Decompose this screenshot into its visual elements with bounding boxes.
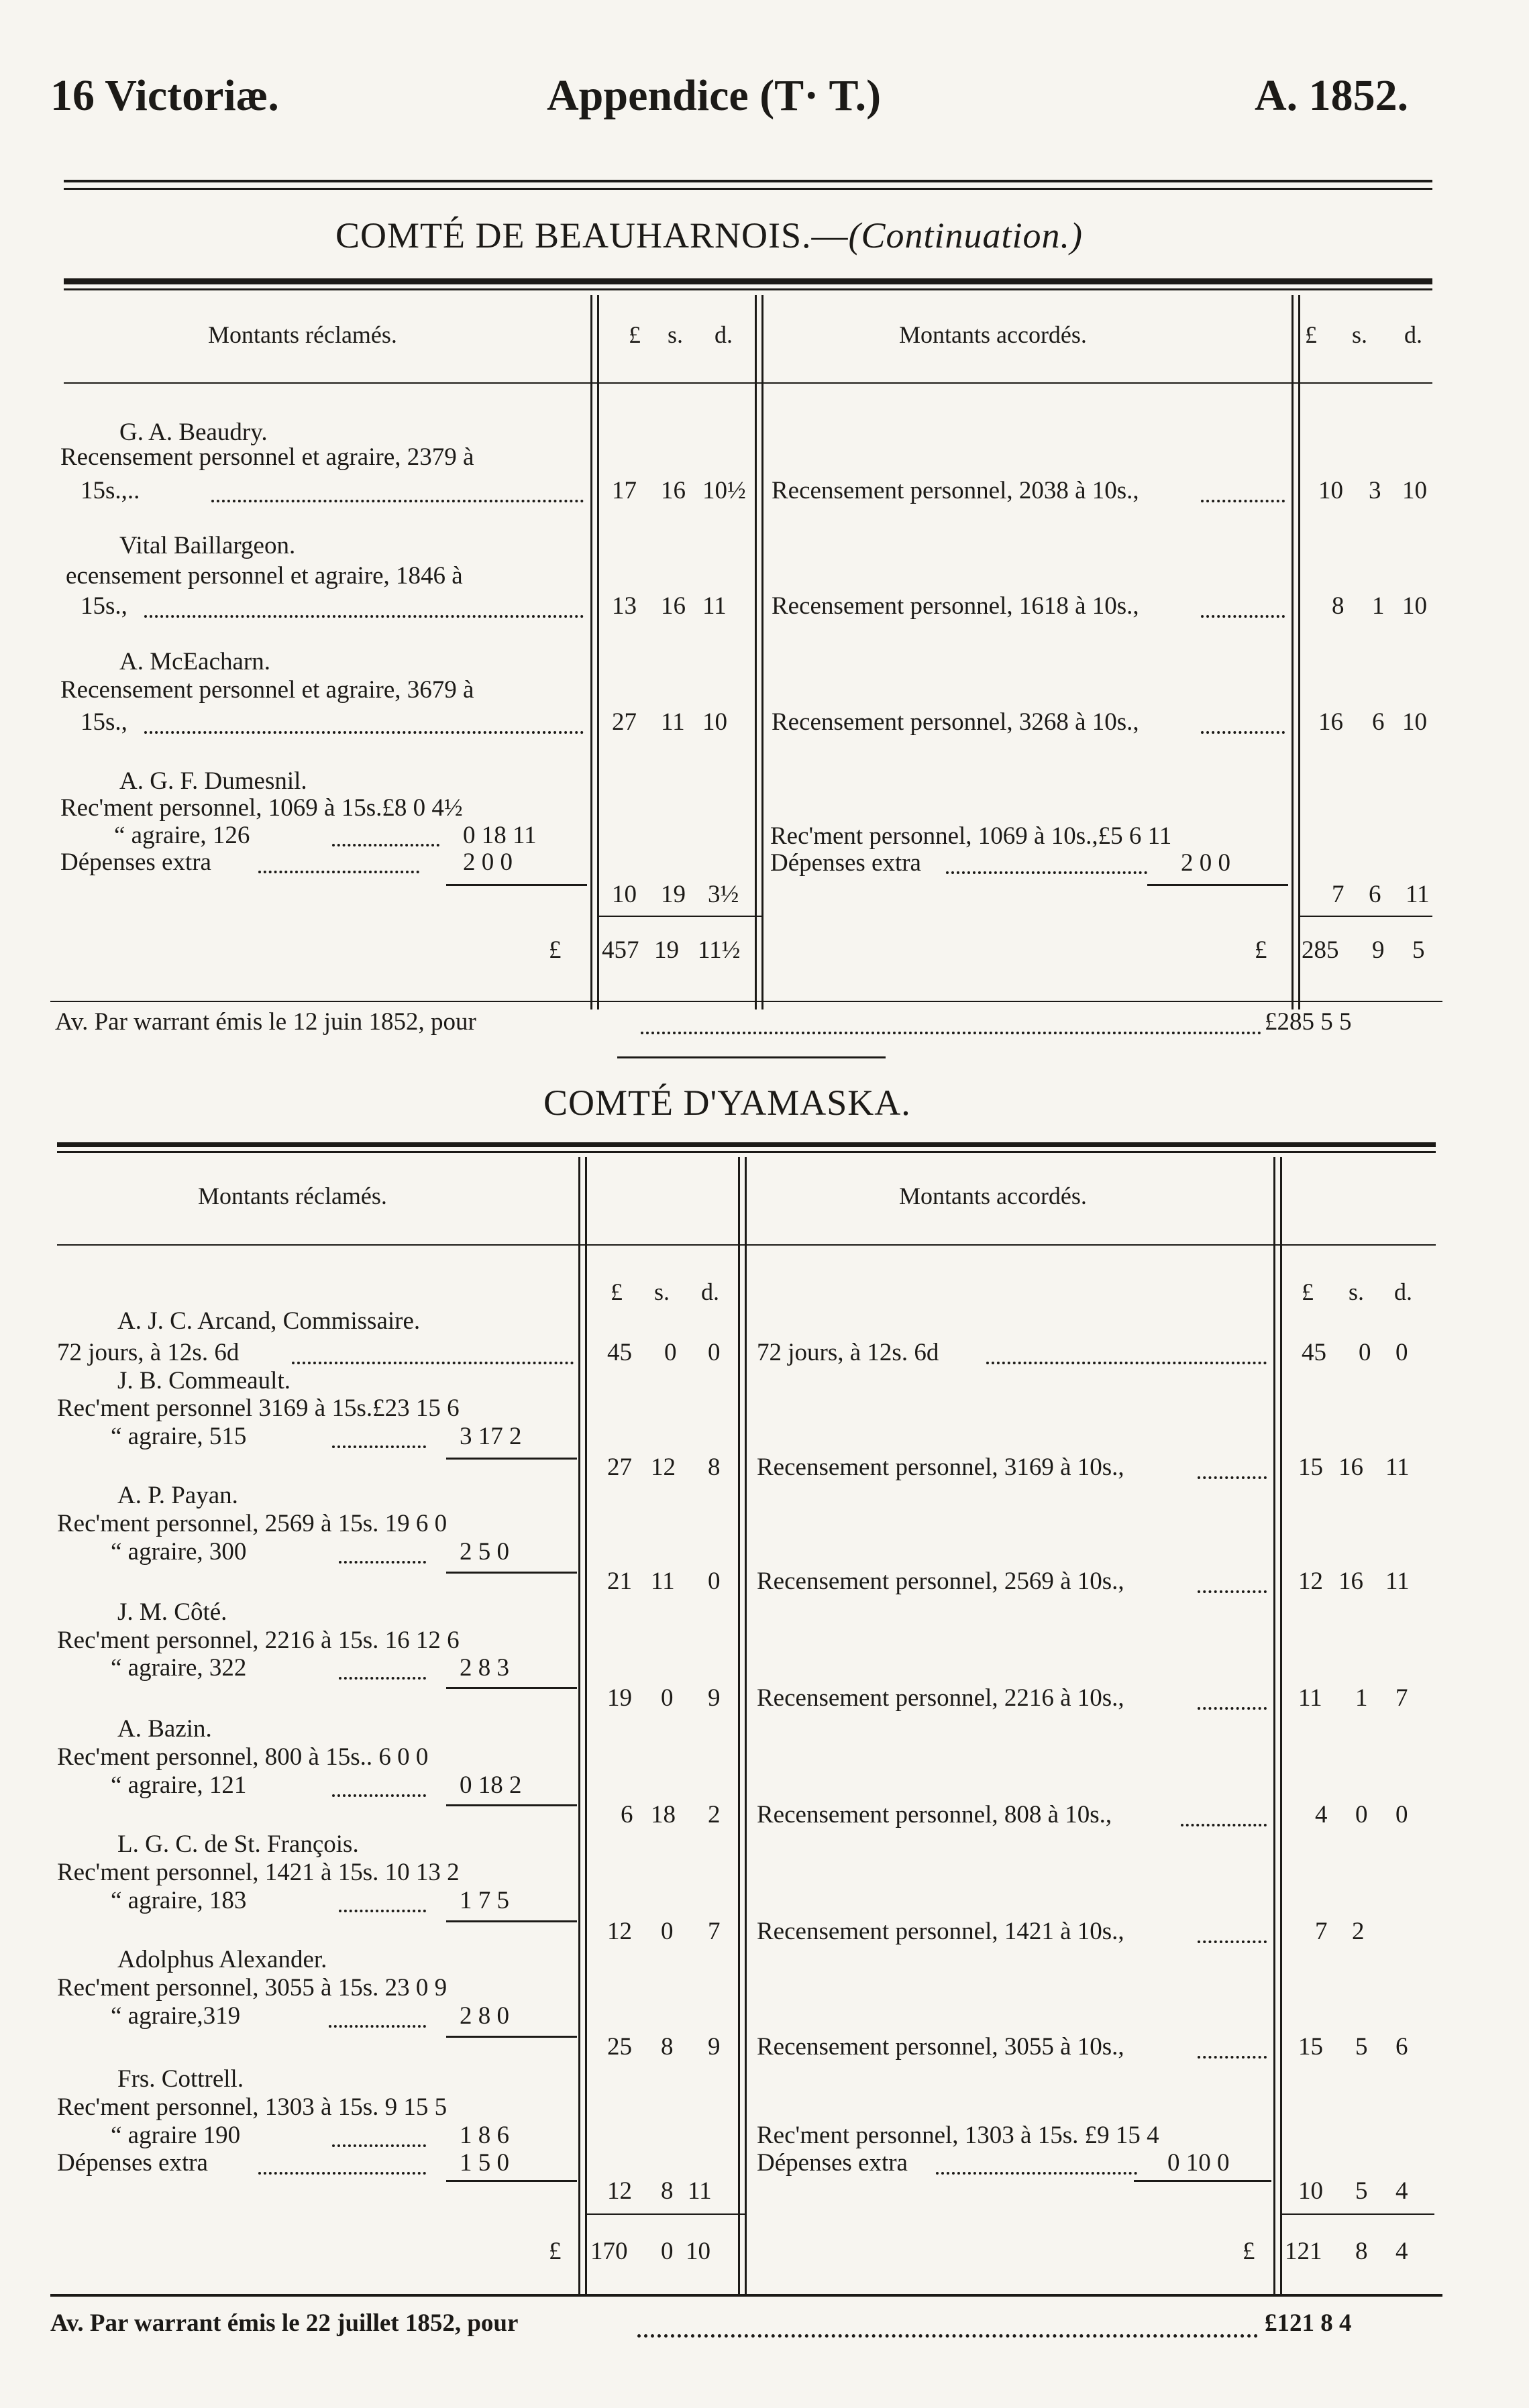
- gsum-cur: £: [1255, 936, 1267, 964]
- subtotal-rule: [1147, 884, 1288, 886]
- amt-s: 18: [651, 1801, 676, 1828]
- amt-d: 11: [702, 592, 727, 620]
- gamt-d: 11: [1406, 881, 1430, 908]
- gamt-d: 6: [1395, 2033, 1408, 2061]
- cottrell-c-val: 1 5 0: [460, 2149, 509, 2177]
- amt-l: 21: [607, 1568, 632, 1595]
- entry-line2: 15s.,: [81, 592, 127, 620]
- subtotal-rule: [1134, 2180, 1271, 2182]
- amt-d: 0: [708, 1568, 721, 1595]
- col-cur-g: £: [1305, 321, 1317, 348]
- amt-s: 0: [661, 1918, 674, 1945]
- dot-leader: [936, 2172, 1137, 2175]
- subtotal-rule: [446, 1572, 577, 1574]
- entry-line1: Recensement personnel et agraire, 2379 à: [60, 443, 474, 471]
- gamt-l: 10: [1298, 2177, 1323, 2205]
- gsum-l: 121: [1285, 2238, 1322, 2265]
- amt-l: 25: [607, 2033, 632, 2061]
- col-d: d.: [701, 1278, 719, 1305]
- gamt-s: 0: [1355, 1801, 1368, 1828]
- section-divider: [617, 1056, 886, 1058]
- amt-l: 12: [607, 1918, 632, 1945]
- amt-s: 0: [661, 1684, 674, 1712]
- dot-leader: [339, 1910, 426, 1912]
- amt-s: 16: [661, 477, 686, 504]
- granted-line: Recensement personnel, 3169 à 10s.,: [757, 1454, 1124, 1481]
- dot-leader: [1198, 1476, 1267, 1479]
- entry-a: Rec'ment personnel 3169 à 15s.£23 15 6: [57, 1394, 460, 1422]
- gamt-s: 1: [1372, 592, 1385, 620]
- dot-leader: [332, 844, 439, 846]
- amt-s: 12: [651, 1454, 676, 1481]
- header-left: 16 Victoriæ.: [50, 71, 279, 120]
- gamt-s: 2: [1352, 1918, 1365, 1945]
- table-top-rule-thin: [57, 1151, 1436, 1153]
- col-d-g: d.: [1394, 1278, 1412, 1305]
- amt-l: 27: [612, 708, 637, 736]
- subtotal-rule: [446, 1687, 577, 1689]
- entry-line1: Recensement personnel et agraire, 3679 à: [60, 676, 474, 704]
- entry-a: Rec'ment personnel, 800 à 15s.. 6 0 0: [57, 1743, 429, 1771]
- sum-s: 19: [654, 936, 679, 964]
- gamt-d: 0: [1395, 1339, 1408, 1366]
- entry-line2: 15s.,: [81, 708, 127, 736]
- sum-rule: [585, 2213, 746, 2215]
- dot-leader: [1198, 2056, 1267, 2059]
- amt-d: 8: [708, 1454, 721, 1481]
- amt-d: 2: [708, 1801, 721, 1828]
- amt-d: 7: [708, 1918, 721, 1945]
- amt-s: 11: [661, 708, 685, 736]
- entry-line1: ecensement personnel et agraire, 1846 à: [66, 562, 463, 590]
- granted-line: Recensement personnel, 2038 à 10s.,: [772, 477, 1139, 504]
- col-sep: [585, 1157, 587, 2294]
- granted-line: 72 jours, à 12s. 6d: [757, 1339, 939, 1366]
- col-granted: Montants accordés.: [899, 321, 1087, 348]
- warrant-amt: £121 8 4: [1265, 2309, 1352, 2337]
- cottrell-b-val: 1 8 6: [460, 2122, 509, 2149]
- gamt-d: 10: [1402, 708, 1427, 736]
- section-title-yamaska: COMTÉ D'YAMASKA.: [543, 1083, 911, 1123]
- entry-a: Rec'ment personnel, 2216 à 15s. 16 12 6: [57, 1627, 460, 1654]
- col-d-g: d.: [1404, 321, 1422, 348]
- dot-leader: [946, 871, 1147, 874]
- col-sep: [755, 295, 757, 1009]
- gamt-l: 45: [1302, 1339, 1326, 1366]
- gsum-cur: £: [1243, 2238, 1255, 2265]
- dot-leader: [1201, 731, 1285, 734]
- sum-d: 10: [686, 2238, 710, 2265]
- entry-b-val: 2 5 0: [460, 1538, 509, 1566]
- dot-leader: [1198, 1590, 1267, 1593]
- col-sep: [1280, 1157, 1282, 2294]
- col-s: s.: [654, 1278, 670, 1305]
- header-center: Appendice (T· T.): [547, 71, 882, 120]
- colhead-rule: [64, 382, 1432, 384]
- granted-line: Recensement personnel, 2569 à 10s.,: [757, 1568, 1124, 1595]
- entry-b: “ agraire, 300: [111, 1538, 247, 1566]
- entry-b-val: 0 18 2: [460, 1771, 522, 1799]
- dumesnil-line2: “ agraire, 126: [114, 822, 250, 849]
- dot-leader: [332, 1794, 426, 1797]
- gamt-l: 4: [1315, 1801, 1328, 1828]
- col-sep: [590, 295, 592, 1009]
- amt-l: 17: [612, 477, 637, 504]
- amt-l: 13: [612, 592, 637, 620]
- gamt-l: 15: [1298, 1454, 1323, 1481]
- warrant-amt: £285 5 5: [1265, 1008, 1352, 1036]
- entry-b: “ agraire, 121: [111, 1771, 247, 1799]
- col-cur-g: £: [1302, 1278, 1314, 1305]
- amt-d: 10: [702, 708, 727, 736]
- entry-a: Rec'ment personnel, 1421 à 15s. 10 13 2: [57, 1859, 460, 1886]
- granted-line: Recensement personnel, 2216 à 10s.,: [757, 1684, 1124, 1712]
- dot-leader: [339, 1561, 426, 1564]
- dot-leader: [258, 871, 419, 873]
- warrant-rule: [50, 2294, 1442, 2297]
- dot-leader: [332, 1445, 426, 1448]
- entry-name: A. J. C. Arcand, Commissaire.: [117, 1307, 421, 1335]
- gamt-s: 6: [1369, 881, 1381, 908]
- amt-s: 11: [651, 1568, 675, 1595]
- gamt-d: 10: [1402, 592, 1427, 620]
- gamt-l: 7: [1315, 1918, 1328, 1945]
- dot-leader: [339, 1677, 426, 1680]
- gamt-l: 11: [1298, 1684, 1322, 1712]
- colhead-rule: [57, 1244, 1436, 1246]
- entry-name: A. Bazin.: [117, 1715, 212, 1743]
- dot-leader: [211, 500, 584, 502]
- dot-leader: [144, 731, 584, 734]
- entry-a: Rec'ment personnel, 2569 à 15s. 19 6 0: [57, 1510, 447, 1537]
- col-s-g: s.: [1352, 321, 1368, 348]
- col-sep: [578, 1157, 580, 2294]
- sum-rule: [1298, 916, 1432, 917]
- amt-s: 19: [661, 881, 686, 908]
- table-top-rule: [57, 1142, 1436, 1147]
- cottrell-granted2: Dépenses extra: [757, 2149, 908, 2177]
- warrant-line: Av. Par warrant émis le 12 juin 1852, pour: [55, 1008, 476, 1036]
- amt-d: 0: [708, 1339, 721, 1366]
- gamt-d: 0: [1395, 1801, 1408, 1828]
- col-sep: [745, 1157, 747, 2294]
- entry-name: A. G. F. Dumesnil.: [119, 767, 307, 795]
- title-text: COMTÉ DE BEAUHARNOIS.—: [335, 215, 849, 256]
- dumesnil-granted2-val: 2 0 0: [1181, 849, 1230, 877]
- header-right: A. 1852.: [1255, 71, 1409, 120]
- dot-leader: [1201, 500, 1285, 502]
- cottrell-b: “ agraire 190: [111, 2122, 241, 2149]
- amt-d: 3½: [708, 881, 739, 908]
- subtotal-rule: [446, 884, 587, 886]
- col-granted: Montants accordés.: [899, 1183, 1087, 1209]
- entry-line2: 15s.,..: [81, 477, 140, 504]
- warrant-rule: [50, 1001, 1442, 1002]
- granted-line: Recensement personnel, 808 à 10s.,: [757, 1801, 1112, 1828]
- gsum-d: 4: [1395, 2238, 1408, 2265]
- col-cur: £: [611, 1278, 623, 1305]
- col-sep: [1298, 295, 1300, 1009]
- amt-d: 10½: [702, 477, 746, 504]
- col-d: d.: [715, 321, 733, 348]
- amt-s: 0: [664, 1339, 677, 1366]
- gamt-l: 15: [1298, 2033, 1323, 2061]
- dot-leader: [292, 1362, 574, 1364]
- header-rule-2: [64, 188, 1432, 190]
- amt-l: 10: [612, 881, 637, 908]
- dot-leader: [144, 615, 584, 618]
- sum-d: 11½: [698, 936, 741, 964]
- col-cur: £: [629, 321, 641, 348]
- col-sep: [761, 295, 763, 1009]
- cottrell-granted1: Rec'ment personnel, 1303 à 15s. £9 15 4: [757, 2122, 1159, 2149]
- entry-name: Adolphus Alexander.: [117, 1946, 327, 1973]
- col-sep: [1291, 295, 1294, 1009]
- entry-name: A. McEacharn.: [119, 648, 270, 675]
- entry-name: G. A. Beaudry.: [119, 419, 268, 446]
- col-s-g: s.: [1349, 1278, 1365, 1305]
- amt-d: 11: [688, 2177, 712, 2205]
- col-s: s.: [668, 321, 684, 348]
- amt-s: 8: [661, 2033, 674, 2061]
- gamt-d: 7: [1395, 1684, 1408, 1712]
- sum-cur: £: [549, 936, 562, 964]
- entry-b-val: 2 8 0: [460, 2002, 509, 2030]
- col-sep: [597, 295, 599, 1009]
- entry-b: “ agraire, 322: [111, 1654, 247, 1682]
- entry-name: Frs. Cottrell.: [117, 2065, 244, 2093]
- dumesnil-line3: Dépenses extra: [60, 849, 211, 876]
- entry-name: A. P. Payan.: [117, 1482, 238, 1509]
- gamt-s: 16: [1338, 1568, 1363, 1595]
- dumesnil-granted2: Dépenses extra: [770, 849, 921, 877]
- entry-b-val: 3 17 2: [460, 1423, 522, 1450]
- gamt-s: 5: [1355, 2033, 1368, 2061]
- sum-l: 170: [590, 2238, 628, 2265]
- gamt-l: 16: [1318, 708, 1343, 736]
- amt-l: 12: [607, 2177, 632, 2205]
- gamt-l: 12: [1298, 1568, 1323, 1595]
- title-italic: (Continuation.): [848, 215, 1083, 256]
- gsum-s: 8: [1355, 2238, 1368, 2265]
- entry-b: “ agraire, 183: [111, 1887, 247, 1914]
- dumesnil-line2-val: 0 18 11: [463, 822, 537, 849]
- col-claimed: Montants réclamés.: [208, 321, 397, 348]
- dot-leader: [986, 1362, 1267, 1364]
- granted-line: Recensement personnel, 3268 à 10s.,: [772, 708, 1139, 736]
- header-rule-1: [64, 180, 1432, 182]
- dumesnil-line1: Rec'ment personnel, 1069 à 15s.£8 0 4½: [60, 794, 463, 822]
- granted-line: Recensement personnel, 1618 à 10s.,: [772, 592, 1139, 620]
- subtotal-rule: [446, 2180, 577, 2182]
- amt-l: 19: [607, 1684, 632, 1712]
- subtotal-rule: [446, 1804, 577, 1806]
- gamt-l: 8: [1332, 592, 1345, 620]
- gamt-s: 6: [1372, 708, 1385, 736]
- sum-l: 457: [602, 936, 639, 964]
- entry-name: Vital Baillargeon.: [119, 532, 296, 559]
- dot-leader: [1201, 615, 1285, 618]
- dot-leader: [1181, 1824, 1267, 1826]
- amt-l: 6: [621, 1801, 633, 1828]
- gamt-d: 11: [1385, 1454, 1410, 1481]
- gamt-d: 4: [1395, 2177, 1408, 2205]
- gsum-l: 285: [1302, 936, 1339, 964]
- sum-rule: [597, 916, 761, 917]
- dot-leader: [637, 2334, 1258, 2338]
- dot-leader: [258, 2172, 426, 2175]
- sum-s: 0: [661, 2238, 674, 2265]
- entry-b-val: 2 8 3: [460, 1654, 509, 1682]
- dot-leader: [332, 2144, 426, 2147]
- gamt-d: 10: [1402, 477, 1427, 504]
- cottrell-a: Rec'ment personnel, 1303 à 15s. 9 15 5: [57, 2093, 447, 2121]
- warrant-line: Av. Par warrant émis le 22 juillet 1852, pour: [50, 2309, 519, 2337]
- entry-name: J. B. Commeault.: [117, 1367, 291, 1394]
- arcand-line: 72 jours, à 12s. 6d: [57, 1339, 240, 1366]
- sum-cur: £: [549, 2238, 562, 2265]
- table-top-rule: [64, 278, 1432, 284]
- col-sep: [738, 1157, 740, 2294]
- granted-line: Recensement personnel, 3055 à 10s.,: [757, 2033, 1124, 2061]
- dumesnil-line3-val: 2 0 0: [463, 849, 513, 876]
- amt-s: 8: [661, 2177, 674, 2205]
- subtotal-rule: [446, 1920, 577, 1922]
- entry-b: “ agraire, 515: [111, 1423, 247, 1450]
- entry-b: “ agraire,319: [111, 2002, 241, 2030]
- gsum-d: 5: [1412, 936, 1425, 964]
- section-title-beauharnois: [335, 215, 1083, 256]
- gamt-s: 0: [1359, 1339, 1371, 1366]
- sum-rule: [1280, 2213, 1434, 2215]
- gamt-d: 11: [1385, 1568, 1410, 1595]
- dumesnil-granted1: Rec'ment personnel, 1069 à 10s.,£5 6 11: [770, 822, 1172, 850]
- dot-leader: [329, 2025, 426, 2028]
- subtotal-rule: [446, 1458, 577, 1460]
- gamt-s: 3: [1369, 477, 1381, 504]
- amt-l: 45: [607, 1339, 632, 1366]
- granted-line: Recensement personnel, 1421 à 10s.,: [757, 1918, 1124, 1945]
- table-top-rule-thin: [64, 288, 1432, 290]
- entry-name: J. M. Côté.: [117, 1598, 227, 1626]
- col-claimed: Montants réclamés.: [198, 1183, 387, 1209]
- dot-leader: [1198, 1940, 1267, 1943]
- amt-d: 9: [708, 1684, 721, 1712]
- dot-leader: [1198, 1707, 1267, 1710]
- gsum-s: 9: [1372, 936, 1385, 964]
- amt-d: 9: [708, 2033, 721, 2061]
- gamt-s: 1: [1355, 1684, 1368, 1712]
- entry-name: L. G. C. de St. François.: [117, 1830, 359, 1858]
- col-sep: [1273, 1157, 1275, 2294]
- entry-b-val: 1 7 5: [460, 1887, 509, 1914]
- gamt-l: 10: [1318, 477, 1343, 504]
- entry-a: Rec'ment personnel, 3055 à 15s. 23 0 9: [57, 1974, 447, 2002]
- subtotal-rule: [446, 2036, 577, 2038]
- amt-s: 16: [661, 592, 686, 620]
- gamt-l: 7: [1332, 881, 1345, 908]
- cottrell-c: Dépenses extra: [57, 2149, 208, 2177]
- gamt-s: 5: [1355, 2177, 1368, 2205]
- dot-leader: [641, 1032, 1261, 1034]
- gamt-s: 16: [1338, 1454, 1363, 1481]
- amt-l: 27: [607, 1454, 632, 1481]
- cottrell-granted2-val: 0 10 0: [1167, 2149, 1230, 2177]
